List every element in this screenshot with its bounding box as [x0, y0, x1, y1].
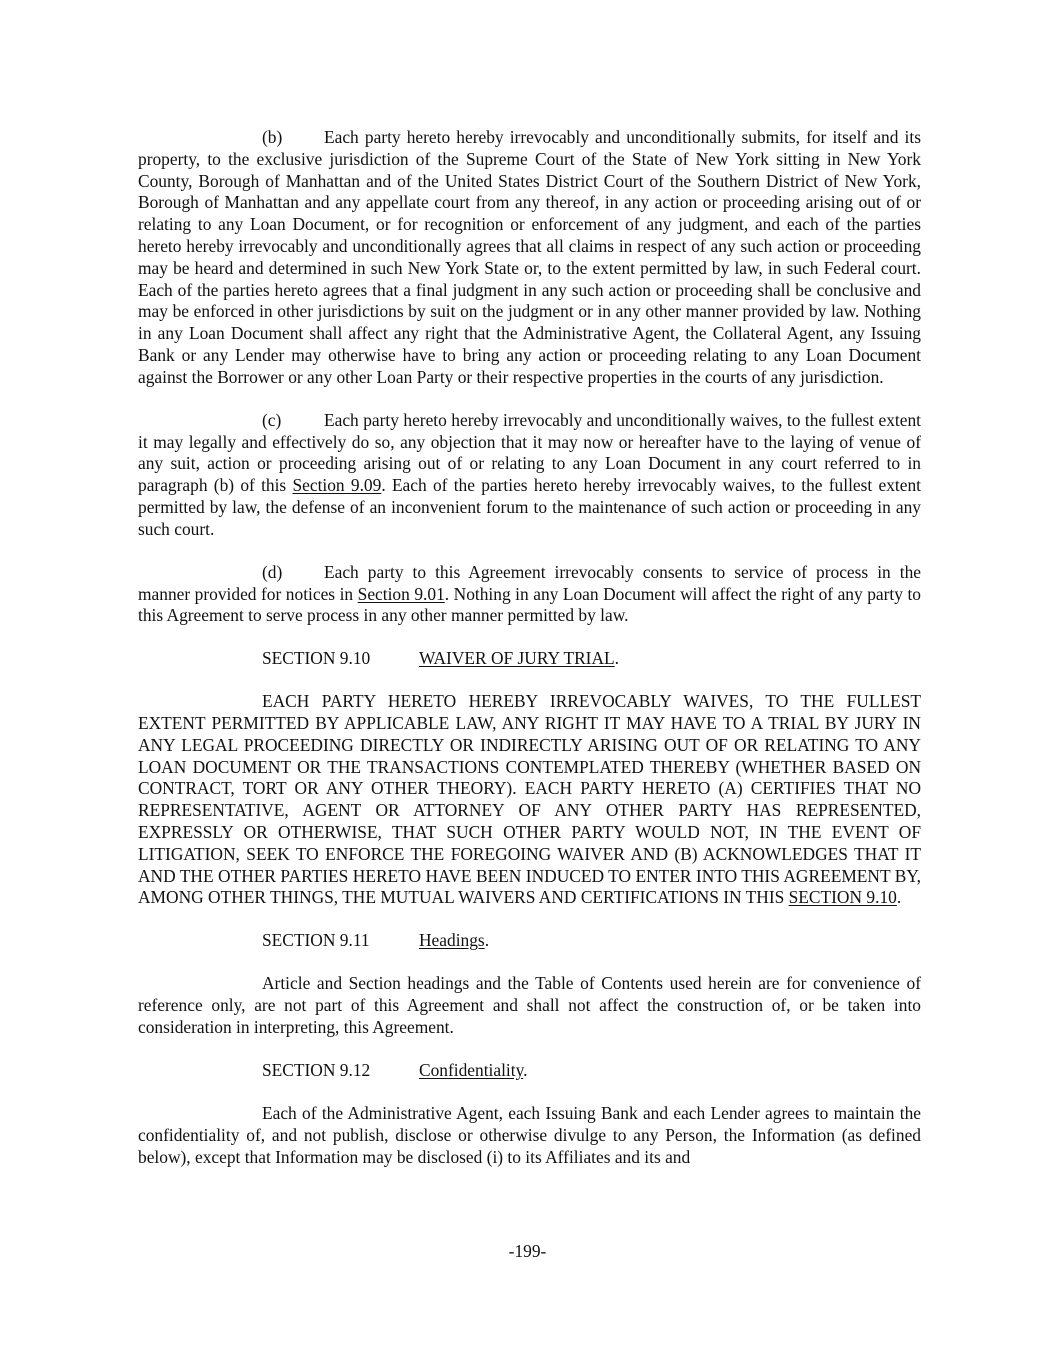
section-9-10-body-ref: SECTION 9.10 — [788, 887, 897, 908]
section-9-10-body-text-1: EACH PARTY HERETO HEREBY IRREVOCABLY WAIVES, TO THE FULLEST EXTENT PERMITTED BY APPLICABLE LAW, ANY RIGHT IT MAY HAVE TO A TRIAL BY JURY IN ANY LEGAL PROCEEDING DIRECTLY OR INDIRECTLY ARISING OUT OF OR RELATING TO ANY LOAN DOCUMENT OR THE TRANSACTIONS CONTEMPLATED THEREBY (WHETHER BASED ON CONTRACT, TORT OR ANY OTHER THEORY). EACH PARTY HERETO (A) CERTIFIES THAT NO REPRESENTATIVE, AGENT OR ATTORNEY OF ANY OTHER PARTY HAS REPRESENTED, EXPRESSLY OR OTHERWISE, THAT SUCH OTHER PARTY WOULD NOT, IN THE EVENT OF LITIGATION, SEEK TO ENFORCE THE FOREGOING WAIVER AND (B) ACKNOWLEDGES THAT IT AND THE OTHER PARTIES HERETO HAVE BEEN INDUCED TO ENTER INTO THIS AGREEMENT BY, AMONG OTHER THINGS, THE MUTUAL WAIVERS AND CERTIFICATIONS IN THIS — [138, 691, 921, 908]
section-9-12-body: Each of the Administrative Agent, each Issuing Bank and each Lender agrees to maintain the confidentiality of, and not publish, disclose or otherwise divulge to any Person, the Information (as defined below), except that Information may be disclosed (i) to its Affiliates and its and — [138, 1102, 921, 1167]
paragraph-c-text-2: . Each of the parties hereto hereby irrevocably waives, to the fullest extent permitted by law, the defense of an inconvenient forum to the maintenance of such action or proceeding in any such court. — [138, 475, 921, 539]
paragraph-c-text-1: Each party hereto hereby irrevocably and unconditionally waives, to the fullest extent it may legally and effectively do so, any objection that it may now or hereafter have to the laying of venue of any suit, action or proceeding arising out of or relating to any Loan Document in any court referred to in paragraph (b) of this — [138, 409, 921, 496]
section-9-12-title: Confidentiality — [419, 1060, 524, 1080]
section-9-11-number: SECTION 9.11 — [262, 930, 370, 951]
section-9-12-number: SECTION 9.12 — [262, 1060, 371, 1080]
section-9-10-body — [138, 691, 921, 909]
paragraph-b-label: (b) — [262, 127, 283, 147]
paragraph-d — [138, 562, 921, 627]
section-9-11-title: Headings — [419, 930, 485, 951]
paragraph-c — [138, 410, 921, 541]
paragraph-b — [138, 127, 921, 389]
paragraph-b-text: Each party hereto hereby irrevocably and unconditionally submits, for itself and its property, to the exclusive jurisdiction of the Supreme Court of the State of New York sitting in New York County, Borough of Manhattan and of the United States District Court of the Southern District of New York, Borough of Manhattan and any appellate court from any thereof, in any action or proceeding arising out of or relating to any Loan Document, or for recognition or enforcement of any judgment, and each of the parties hereto hereby irrevocably and unconditionally agrees that all claims in respect of any such action or proceeding may be heard and determined in such New York State or, to the extent permitted by law, in such Federal court. Each of the parties hereto agrees that a final judgment in any such action or proceeding shall be conclusive and may be enforced in other jurisdictions by suit on the judgment or in any other manner provided by law. Nothing in any Loan Document shall affect any right that the Administrative Agent, the Collateral Agent, any Issuing Bank or any Lender may otherwise have to bring any action or proceeding relating to any Loan Document against the Borrower or any other Loan Party or their respective properties in the courts of any jurisdiction. — [138, 127, 921, 387]
section-9-10-heading — [262, 648, 921, 670]
paragraph-d-text-1: Each party to this Agreement irrevocably consents to service of process in the manner provided for notices in — [138, 561, 921, 604]
paragraph-d-label: (d) — [262, 561, 283, 582]
section-9-11-body: Article and Section headings and the Table of Contents used herein are for convenience of reference only, are not part of this Agreement and shall not affect the construction of, or be taken into consideration in interpreting, this Agreement. — [138, 973, 921, 1038]
section-9-10-body-text-2: . — [896, 887, 902, 908]
section-9-11-heading — [262, 930, 921, 952]
section-9-10-number: SECTION 9.10 — [262, 648, 371, 669]
paragraph-c-section-ref: Section 9.09 — [292, 475, 382, 496]
section-9-12-title-end: . — [523, 1060, 528, 1080]
section-9-10-title-end: . — [614, 648, 620, 669]
paragraph-d-text-2: . Nothing in any Loan Document will affect the right of any party to this Agreement to serve process in any other manner permitted by law. — [138, 583, 921, 626]
page-number: -199- — [508, 1241, 547, 1261]
section-9-11-title-end: . — [484, 930, 490, 951]
section-9-12-heading — [262, 1060, 921, 1082]
document-page — [138, 127, 921, 1190]
paragraph-c-label: (c) — [262, 409, 282, 430]
section-9-10-title: WAIVER OF JURY TRIAL — [419, 648, 615, 669]
paragraph-d-section-ref: Section 9.01 — [357, 583, 445, 604]
